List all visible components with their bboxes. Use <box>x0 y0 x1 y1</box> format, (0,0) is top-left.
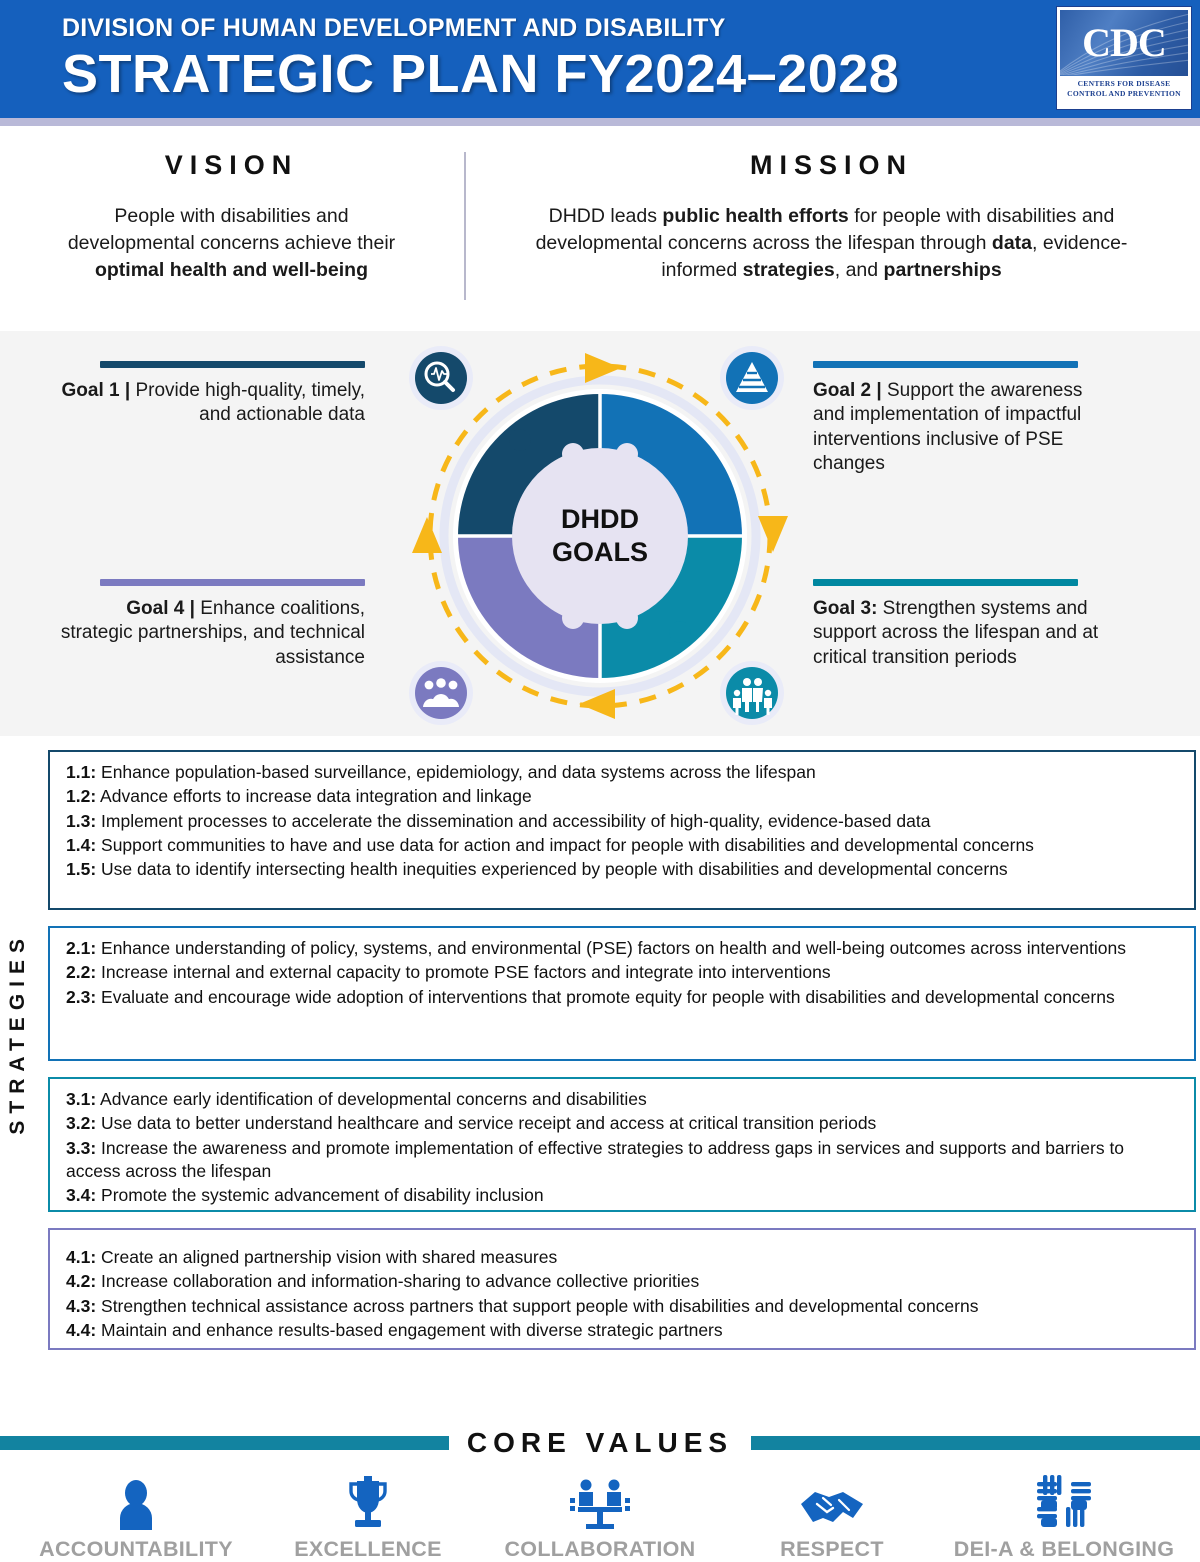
wheel-arrow-left <box>412 517 442 553</box>
page-title: STRATEGIC PLAN FY2024–2028 <box>62 43 900 104</box>
vision-mission-divider <box>464 152 466 300</box>
strategy-item <box>66 937 1180 960</box>
mission-seg-6: strategies <box>742 258 835 281</box>
core-values-header <box>0 1410 1200 1466</box>
header-divider-rule <box>0 118 1200 126</box>
hands-together-icon <box>1035 1474 1093 1530</box>
group-people-icon <box>409 661 473 725</box>
header-text-group <box>0 15 899 102</box>
core-value-label: DEI-A & BELONGING <box>953 1537 1175 1561</box>
core-values-rule-left <box>0 1436 449 1450</box>
goal-1-block <box>60 361 365 428</box>
core-value-label: RESPECT <box>780 1537 884 1561</box>
goal-3-text <box>813 597 1118 670</box>
mission-seg-4: data <box>991 231 1033 254</box>
strategy-item <box>66 1319 1180 1342</box>
strategy-text: Strengthen technical assistance across partners that support people with disabilities and developmental concerns <box>96 1295 979 1316</box>
strategy-number: 1.3: <box>66 810 97 831</box>
goal-3-desc: Strengthen systems and support across the lifespan and at critical transition periods <box>813 598 1099 668</box>
goal-2-desc: Support the awareness and implementation of impactful interventions inclusive of PSE changes <box>813 380 1083 474</box>
strategy-number: 3.2: <box>66 1113 97 1134</box>
strategy-item <box>66 761 1180 784</box>
strategy-text: Increase internal and external capacity to promote PSE factors and integrate into interventions <box>96 962 831 983</box>
strategy-item <box>66 810 1180 833</box>
strategy-item <box>66 1270 1180 1293</box>
strategy-text: Enhance understanding of policy, systems, and environmental (PSE) factors on health and well-being outcomes across interventions <box>96 938 1126 958</box>
core-value-dei-a-belonging <box>953 1474 1175 1562</box>
handshake-icon <box>797 1474 867 1530</box>
strategy-item <box>66 834 1180 857</box>
strategies-box-list <box>48 750 1192 1350</box>
pyramid-icon <box>720 346 784 410</box>
goal-1-accent-bar <box>100 361 365 368</box>
strategy-number: 4.2: <box>66 1271 97 1292</box>
strategy-item <box>66 961 1180 984</box>
wheel-center-line1: DHDD <box>561 504 639 534</box>
goal-2-block <box>813 361 1118 476</box>
vision-heading: VISION <box>164 150 299 180</box>
cdc-tagline-line1: CENTERS FOR DISEASE <box>1077 79 1171 88</box>
strategy-text: Use data to identify intersecting health inequities experienced by people with disabilities and developmental concerns <box>96 859 1008 880</box>
strategy-number: 2.1: <box>66 938 97 958</box>
goal-4-desc: Enhance coalitions, strategic partnerships, and technical assistance <box>60 598 365 668</box>
strategy-number: 4.4: <box>66 1319 97 1340</box>
goal-2-accent-bar <box>813 361 1078 368</box>
goal-1-desc: Provide high-quality, timely, and actionable data <box>130 380 365 426</box>
strategy-text: Advance early identification of developmental concerns and disabilities <box>96 1089 647 1109</box>
vision-line-1: People with disabilities and <box>114 205 349 227</box>
vision-mission-section <box>0 126 1200 331</box>
mission-seg-5: , evidence-informed <box>661 231 1128 281</box>
core-value-excellence <box>263 1474 473 1562</box>
goal-3-label: Goal 3: <box>813 598 878 619</box>
core-values-items <box>0 1466 1200 1562</box>
cdc-logo <box>1056 6 1192 110</box>
vision-statement <box>68 203 395 284</box>
mission-heading: MISSION <box>749 150 913 180</box>
cdc-tagline <box>1060 79 1188 99</box>
goal-4-text <box>60 597 365 670</box>
mission-seg-2: public health efforts <box>662 205 849 227</box>
goal-3-block <box>813 579 1118 670</box>
strategy-box-goal-3 <box>48 1077 1196 1212</box>
goal-4-block <box>60 579 365 670</box>
strategy-number: 1.4: <box>66 834 97 855</box>
strategy-number: 4.3: <box>66 1295 97 1316</box>
strategy-item <box>66 1295 1180 1318</box>
data-magnifier-icon <box>409 346 473 410</box>
strategy-item <box>66 986 1180 1009</box>
strategy-number: 3.4: <box>66 1185 97 1206</box>
strategy-number: 4.1: <box>66 1247 97 1267</box>
goal-3-accent-bar <box>813 579 1078 586</box>
goal-1-label: Goal 1 | <box>61 380 131 401</box>
goals-section <box>0 331 1200 736</box>
strategy-text: Implement processes to accelerate the dissemination and accessibility of high-quality, evidence-based data <box>96 810 931 831</box>
wheel-center-hub <box>512 448 688 624</box>
core-value-label: EXCELLENCE <box>294 1537 442 1561</box>
strategy-number: 2.2: <box>66 962 97 983</box>
strategy-text: Promote the systemic advancement of disability inclusion <box>96 1185 544 1206</box>
mission-seg-3: for people with disabilities and developmental concerns across the lifespan through <box>535 205 1115 254</box>
strategy-text: Use data to better understand healthcare and service receipt and access at critical transition periods <box>96 1113 877 1134</box>
core-value-label: ACCOUNTABILITY <box>39 1537 233 1561</box>
strategy-item <box>66 858 1180 881</box>
cdc-logo-mark <box>1060 10 1188 76</box>
strategy-box-goal-4 <box>48 1228 1196 1350</box>
goal-2-text <box>813 379 1118 476</box>
strategy-text: Support communities to have and use data for action and impact for people with disabilities and developmental concerns <box>96 834 1034 855</box>
vision-block <box>0 138 463 331</box>
mission-seg-8: partnerships <box>883 258 1002 281</box>
family-icon <box>720 661 784 725</box>
strategy-item <box>66 1112 1180 1135</box>
core-values-section <box>0 1410 1200 1560</box>
strategy-item <box>66 1137 1180 1184</box>
core-value-respect <box>727 1474 937 1562</box>
core-value-collaboration <box>495 1474 705 1562</box>
goal-4-accent-bar <box>100 579 365 586</box>
goal-4-label: Goal 4 | <box>126 598 195 619</box>
strategies-section <box>0 736 1200 1410</box>
core-value-accountability <box>31 1474 241 1562</box>
strategy-number: 1.2: <box>66 786 97 807</box>
wheel-arrow-right <box>758 516 788 552</box>
page-header <box>0 0 1200 118</box>
strategy-text: Create an aligned partnership vision with shared measures <box>96 1247 558 1267</box>
meeting-table-icon <box>564 1474 636 1530</box>
strategies-section-label: STRATEGIES <box>6 932 29 1135</box>
strategy-number: 2.3: <box>66 986 97 1007</box>
strategy-number: 3.3: <box>66 1137 97 1158</box>
mission-seg-7: , and <box>834 258 884 281</box>
vision-line-2: developmental concerns achieve their <box>67 231 396 254</box>
strategy-item <box>66 785 1180 808</box>
vision-line-3: optimal health and well-being <box>94 258 368 281</box>
wheel-center-line2: GOALS <box>551 537 649 567</box>
strategy-item <box>66 1246 1180 1269</box>
core-values-title: CORE VALUES <box>466 1427 734 1458</box>
strategy-number: 1.1: <box>66 762 97 782</box>
core-values-rule-right <box>751 1436 1200 1450</box>
mission-seg-1: DHDD leads <box>548 205 663 227</box>
division-name: DIVISION OF HUMAN DEVELOPMENT AND DISABILITY <box>62 14 726 43</box>
core-value-label: COLLABORATION <box>504 1537 696 1561</box>
strategy-box-goal-1 <box>48 750 1196 910</box>
strategy-item <box>66 1184 1180 1207</box>
strategy-text: Enhance population-based surveillance, epidemiology, and data systems across the lifespan <box>96 762 816 782</box>
strategy-text: Advance efforts to increase data integration and linkage <box>96 786 532 807</box>
cdc-wordmark: CDC <box>1082 20 1166 65</box>
goal-2-label: Goal 2 | <box>813 380 882 401</box>
strategy-number: 1.5: <box>66 859 97 880</box>
person-icon <box>110 1474 162 1530</box>
strategy-number: 3.1: <box>66 1089 97 1109</box>
goal-1-text <box>60 379 365 428</box>
strategy-text: Increase the awareness and promote implementation of effective strategies to address gaps in services and supports and barriers to access across the lifespan <box>66 1137 1125 1181</box>
strategy-text: Evaluate and encourage wide adoption of interventions that promote equity for people with disabilities and developmental concerns <box>96 986 1115 1007</box>
cdc-tagline-line2: CONTROL AND PREVENTION <box>1067 89 1181 99</box>
strategy-box-goal-2 <box>48 926 1196 1061</box>
strategy-text: Increase collaboration and information-sharing to advance collective priorities <box>96 1271 700 1292</box>
mission-statement <box>502 203 1162 284</box>
trophy-icon <box>342 1474 394 1530</box>
strategy-text: Maintain and enhance results-based engagement with diverse strategic partners <box>96 1319 723 1340</box>
dhdd-goals-wheel <box>395 341 805 731</box>
mission-block <box>463 138 1200 331</box>
strategy-item <box>66 1088 1180 1111</box>
